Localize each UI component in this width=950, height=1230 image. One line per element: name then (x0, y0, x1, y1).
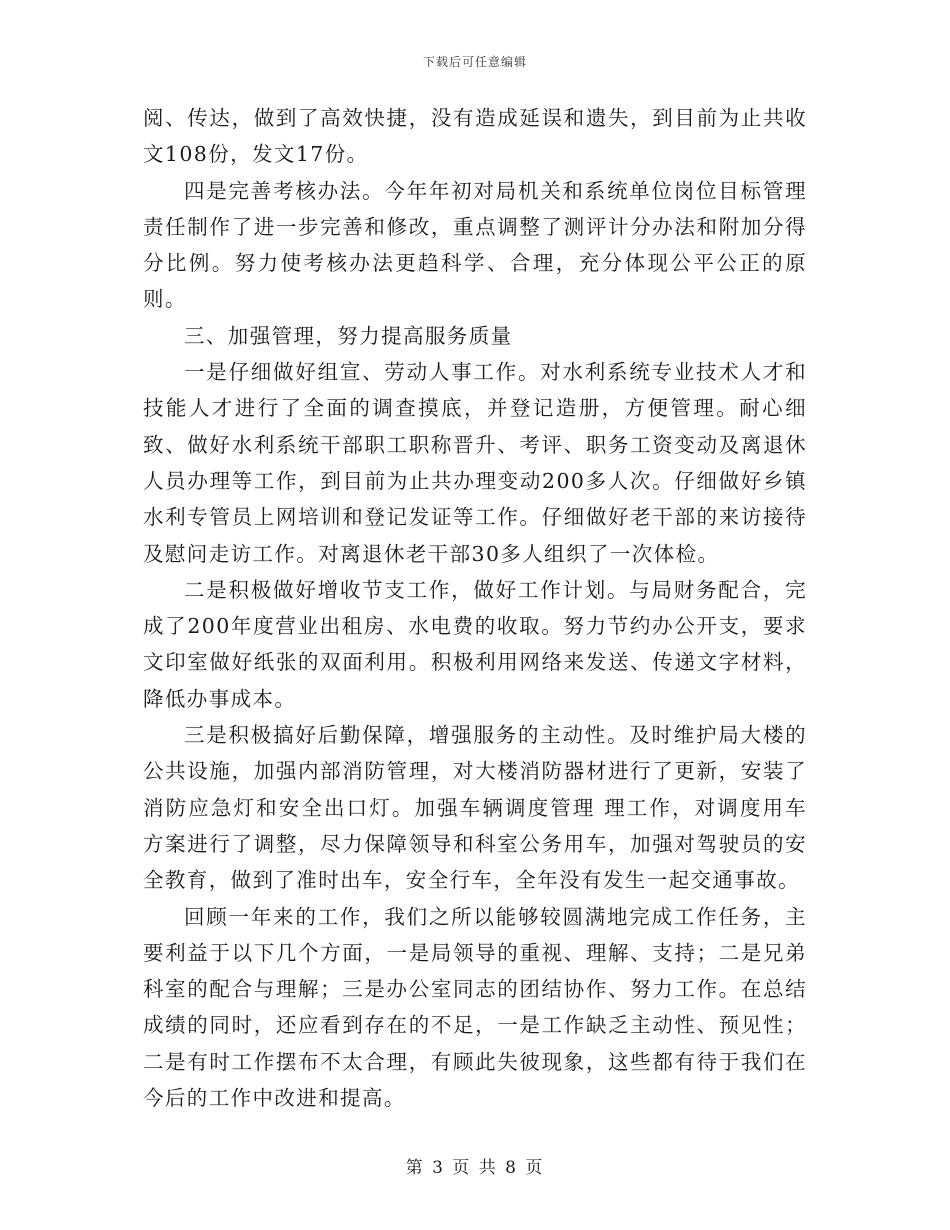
document-body (143, 100, 807, 1116)
paragraph-2: 四是完善考核办法。今年年初对局机关和系统单位岗位目标管理责任制作了进一步完善和修改，重点调整了测评计分办法和附加分得分比例。努力使考核办法更趋科学、合理，充分体现公平公正的原则。 (143, 178, 807, 312)
paragraph-5: 三是积极搞好后勤保障，增强服务的主动性。及时维护局大楼的公共设施，加强内部消防管理，对大楼消防器材进行了更新，安装了消防应急灯和安全出口灯。加强车辆调度管理 理工作，对调度用车方案进行了调整，尽力保障领导和科室公务用车，加强对驾驶员的安全教育，做到了准时出车，安全行车，全年没有发生一起交通事故。 (143, 723, 807, 893)
paragraph-1: 阅、传达，做到了高效快捷，没有造成延误和遗失，到目前为止共收文108份，发文17份。 (143, 106, 807, 167)
paragraph-4: 二是积极做好增收节支工作，做好工作计划。与局财务配合，完成了200年度营业出租房、水电费的收取。努力节约办公开支，要求文印室做好纸张的双面利用。积极利用网络来发送、传递文字材料，降低办事成本。 (143, 577, 807, 711)
page-footer: 第 3 页 共 8 页 (405, 1158, 545, 1178)
page-header: 下载后可任意编辑 (422, 55, 527, 69)
paragraph-6: 回顾一年来的工作，我们之所以能够较圆满地完成工作任务，主要利益于以下几个方面，一是局领导的重视、理解、支持；二是兄弟科室的配合与理解；三是办公室同志的团结协作、努力工作。在总结成绩的同时，还应看到存在的不足，一是工作缺乏主动性、预见性；二是有时工作摆布不太合理，有顾此失彼现象，这些都有待于我们在今后的工作中改进和提高。 (143, 904, 807, 1111)
paragraph-3: 一是仔细做好组宣、劳动人事工作。对水利系统专业技术人才和技能人才进行了全面的调查摸底，并登记造册，方便管理。耐心细致、做好水利系统干部职工职称晋升、考评、职务工资变动及离退休人员办理等工作，到目前为止共办理变动200多人次。仔细做好乡镇水利专管员上网培训和登记发证等工作。仔细做好老干部的来访接待及慰问走访工作。对离退休老干部30多人组织了一次体检。 (143, 360, 807, 566)
section-heading: 三、加强管理，努力提高服务质量 (184, 323, 513, 348)
